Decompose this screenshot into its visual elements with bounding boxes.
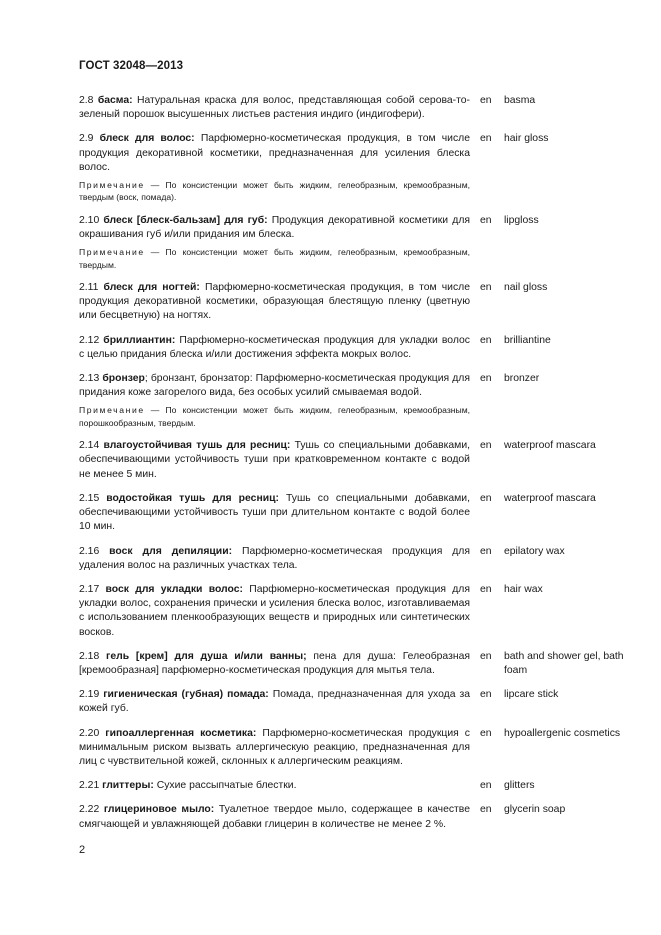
document-header: ГОСТ 32048—2013 <box>79 60 184 72</box>
term-text: ; бронзант, бронзатор: Парфюмерно-косметическая продукция для придания коже загорелого вида, без особых усилий смываемая водой. <box>79 373 470 399</box>
term-number: 2.15 <box>79 492 100 504</box>
term-entry <box>79 727 619 770</box>
term-definition <box>79 803 470 831</box>
term-number: 2.13 <box>79 373 100 385</box>
language-code: en <box>480 440 492 452</box>
language-code: en <box>480 282 492 294</box>
term-definition <box>79 334 470 362</box>
term-name: гигиеническая (губная) помада: <box>103 689 269 701</box>
term-note <box>79 179 470 204</box>
term-name: бриллиантин: <box>103 334 176 346</box>
term-definition <box>79 545 470 573</box>
english-equivalent: waterproof mascara <box>504 440 596 452</box>
term-text: Помада, предназначенная для ухода за кожей губ. <box>79 689 471 715</box>
term-entry <box>79 214 619 271</box>
language-code: en <box>480 583 492 595</box>
term-entry <box>79 281 619 324</box>
term-text: Туалетное твердое мыло, содержащее в качестве смягчающей и увлажняющей добавки глицерин в количестве не менее 2 %. <box>79 804 470 830</box>
term-number: 2.17 <box>79 583 100 595</box>
term-text: Парфюмерно-косметическая продукция с минимальным риском вызвать аллергическую реакцию, предназначенная для лиц с чувствительной кожей, склонных к аллергическим реакциям. <box>79 727 470 767</box>
term-text: Парфюмерно-косметическая продукция для укладки волос с целью придания блеска и/или достижения эффекта мокрых волос. <box>79 334 470 360</box>
english-equivalent: brilliantine <box>504 334 551 346</box>
language-code: en <box>480 334 492 346</box>
term-entry <box>79 132 619 203</box>
term-name: влагоустойчивая тушь для ресниц: <box>103 440 291 452</box>
language-code: en <box>480 373 492 385</box>
term-text: Тушь со специальными добавками, обеспечивающими устойчивость туши при длительном контакте с водой более 10 мин. <box>79 492 470 533</box>
term-entry <box>79 94 619 122</box>
term-text: Парфюмерно-косметическая продукция, в том числе продукция декоративной косметики, образующая блестящую пленку (цветную или бесцветную) на ногтях. <box>79 282 470 322</box>
term-name: водостойкая тушь для ресниц: <box>106 492 279 504</box>
language-code: en <box>480 804 492 816</box>
term-number: 2.10 <box>79 214 100 226</box>
term-entry <box>79 492 619 535</box>
note-text: — По консистенции может быть жидким, гелеобразным, кремообразным, твердым (воск, помада). <box>79 180 470 203</box>
term-definition <box>79 372 470 400</box>
term-number: 2.9 <box>79 133 94 145</box>
page-number: 2 <box>79 844 86 856</box>
language-code: en <box>480 780 492 792</box>
term-definition <box>79 779 470 793</box>
note-text: — По консистенции может быть жидким, гелеобразным, кремообразным, порошкообразным, твердым. <box>79 405 470 428</box>
term-name: воск для депиляции: <box>109 545 233 557</box>
term-definition <box>79 132 470 175</box>
term-definition <box>79 94 470 122</box>
english-equivalent: hair gloss <box>504 133 549 145</box>
term-name: гипоаллергенная косметика: <box>105 727 257 739</box>
note-label: Примечание <box>79 405 145 416</box>
language-code: en <box>480 689 492 701</box>
term-name: блеск [блеск-бальзам] для губ: <box>103 214 268 226</box>
term-definition <box>79 214 470 242</box>
note-label: Примечание <box>79 247 145 258</box>
term-number: 2.21 <box>79 780 100 792</box>
term-definition <box>79 727 470 770</box>
term-definition <box>79 281 470 324</box>
term-entry <box>79 439 619 482</box>
term-entry <box>79 779 619 793</box>
term-definition <box>79 688 470 716</box>
english-equivalent: waterproof mascara <box>504 492 596 504</box>
term-number: 2.19 <box>79 689 100 701</box>
term-name: блеск для волос: <box>99 133 195 145</box>
term-name: воск для укладки волос: <box>105 583 243 595</box>
english-equivalent: bath and shower gel, bath foam <box>504 650 624 676</box>
english-equivalent: basma <box>504 95 536 106</box>
term-text: Парфюмерно-косметическая продукция для удаления волос на различных участках тела. <box>79 545 470 571</box>
english-equivalent: bronzer <box>504 373 540 385</box>
language-code: en <box>480 133 492 145</box>
term-text: Тушь со специальными добавками, обеспечивающими устойчивость туши при кратковременном контакте с водой не менее 5 мин. <box>79 440 471 480</box>
term-text: Парфюмерно-косметическая продукция для укладки волос, сохранения прически и усиления блеска волос, изготавливаемая с использованием пленкообразующих веществ и природных или синтетических восков. <box>79 583 470 638</box>
term-name: глицериновое мыло: <box>103 804 215 816</box>
term-entry <box>79 583 619 640</box>
term-entry <box>79 688 619 716</box>
english-equivalent: hypoallergenic cosmetics <box>504 727 621 739</box>
term-definition <box>79 650 470 678</box>
term-entry <box>79 372 619 429</box>
term-definition <box>79 583 470 640</box>
term-name: гель [крем] для душа и/или ванны; <box>106 650 307 662</box>
term-entry <box>79 545 619 573</box>
term-name: блеск для ногтей: <box>103 282 200 294</box>
term-number: 2.16 <box>79 545 100 557</box>
language-code: en <box>480 214 492 226</box>
term-note <box>79 404 470 429</box>
term-number: 2.12 <box>79 334 100 346</box>
english-equivalent: lipgloss <box>504 214 539 226</box>
english-equivalent: glitters <box>504 780 535 792</box>
term-text: Продукция декоративной косметики для окрашивания губ и/или придания им блеска. <box>79 214 471 241</box>
note-text: — По консистенции может быть жидким, гелеобразным, кремообразным, твердым. <box>79 247 470 270</box>
term-text: пена для душа: Гелеобразная [кремообразная] парфюмерно-косметическая продукция для мытья тела. <box>79 650 470 676</box>
term-entry <box>79 334 619 362</box>
term-text: Натуральная краска для волос, представляющая собой серова-то-зеленый порошок высушенных листьев растения индиго (индигофери). <box>79 95 471 121</box>
english-equivalent: nail gloss <box>504 282 548 294</box>
english-equivalent: epilatory wax <box>504 545 565 557</box>
term-number: 2.22 <box>79 804 100 816</box>
english-equivalent: lipcare stick <box>504 689 559 701</box>
term-number: 2.20 <box>79 727 100 739</box>
term-name: басма: <box>97 95 133 106</box>
english-equivalent: hair wax <box>504 583 543 595</box>
language-code: en <box>480 95 492 106</box>
term-number: 2.14 <box>79 440 100 452</box>
term-definition <box>79 439 470 482</box>
english-equivalent: glycerin soap <box>504 804 566 816</box>
term-entry <box>79 803 619 831</box>
language-code: en <box>480 492 492 504</box>
note-label: Примечание <box>79 180 145 191</box>
term-number: 2.11 <box>79 282 99 294</box>
language-code: en <box>480 545 492 557</box>
term-text: Сухие рассыпчатые блестки. <box>156 780 297 792</box>
term-note <box>79 246 470 271</box>
language-code: en <box>480 650 492 662</box>
term-definition <box>79 492 470 535</box>
language-code: en <box>480 727 492 739</box>
term-text: Парфюмерно-косметическая продукция, в том числе продукция декоративной косметики, предназначенная для усиления блеска волос. <box>79 133 471 173</box>
term-list <box>79 94 624 842</box>
term-entry <box>79 650 624 678</box>
term-name: глиттеры: <box>102 780 154 792</box>
term-number: 2.18 <box>79 650 100 662</box>
term-name: бронзер <box>102 373 145 385</box>
term-number: 2.8 <box>79 95 94 106</box>
